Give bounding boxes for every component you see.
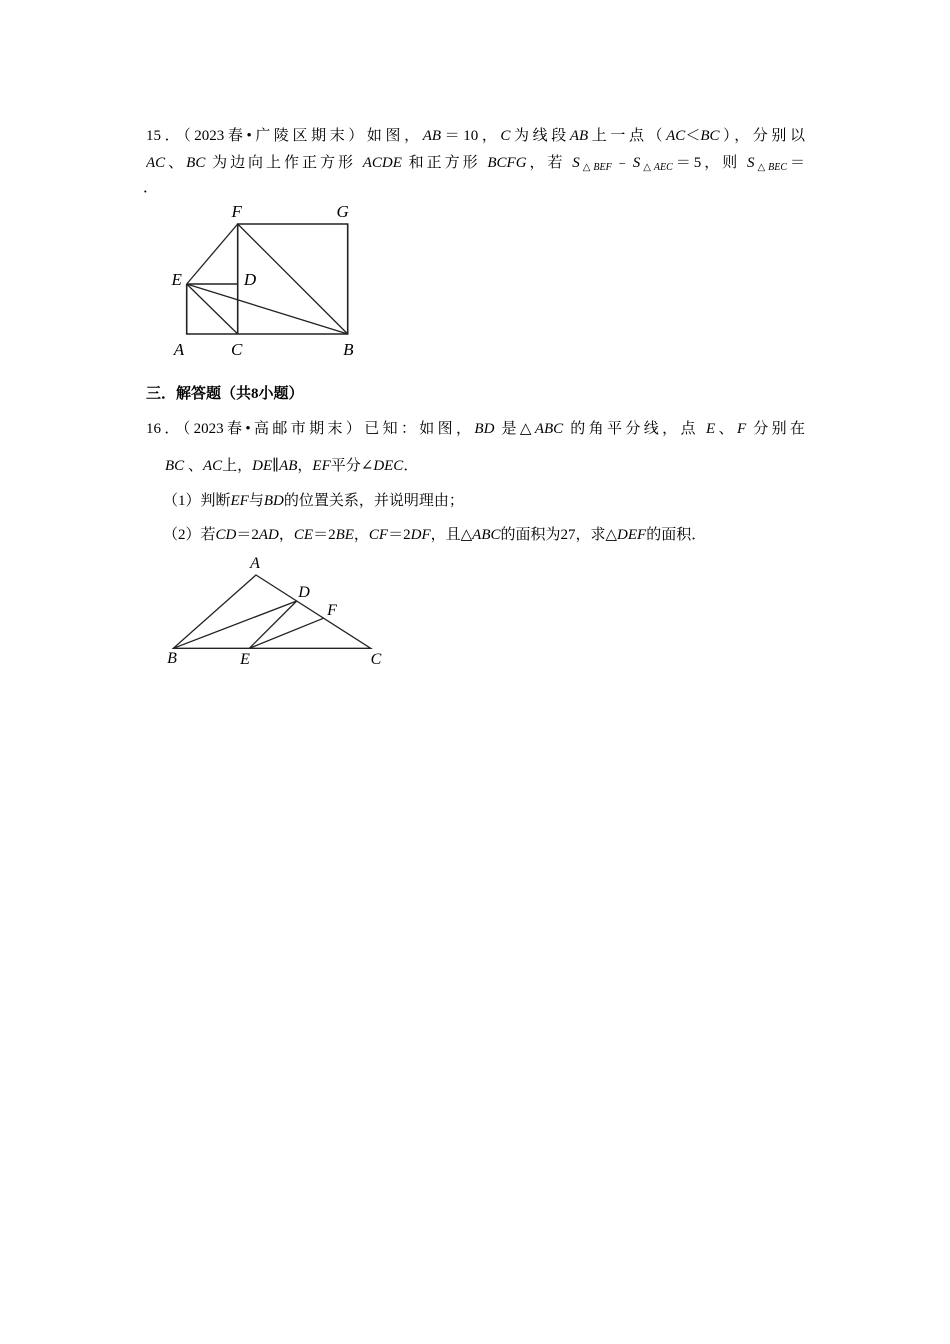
- q16-math: E: [706, 421, 716, 437]
- q16-math: EF: [230, 493, 249, 509]
- q15-math: AB: [569, 128, 589, 144]
- q15-math: BCFG: [487, 155, 527, 171]
- q15-math: S: [746, 155, 755, 171]
- q15-label-d: D: [243, 270, 257, 289]
- q15-label-c: C: [231, 340, 243, 359]
- q16-text: 是△: [501, 421, 535, 437]
- q15-text: ，若: [526, 155, 566, 171]
- q15-source: （2023春•广陵区期末）: [183, 128, 367, 144]
- q15-label-g: G: [336, 202, 349, 221]
- q15-math: AB: [422, 128, 442, 144]
- q15-text: ﹣: [611, 155, 633, 171]
- q15-math: C: [500, 128, 511, 144]
- q16-text: 的位置关系，并说明理由；: [283, 493, 464, 509]
- q16-math: EF: [312, 458, 331, 474]
- q16-text: 、: [715, 421, 737, 437]
- q16-text: ，: [278, 527, 294, 543]
- q16-text: 平分∠: [330, 458, 374, 474]
- q16-text: ，: [353, 527, 369, 543]
- q16-text: ＝2: [236, 527, 259, 543]
- q16-text: 与: [248, 493, 264, 509]
- q15-math: BC: [186, 155, 206, 171]
- q15-math: AC: [146, 155, 166, 171]
- q15-math: S: [632, 155, 641, 171]
- q15-text: 和正方形: [408, 155, 481, 171]
- q15-label-b: B: [343, 340, 354, 359]
- q16-math: AD: [258, 527, 279, 543]
- q16-math: DF: [410, 527, 431, 543]
- q16-text: ，且△: [430, 527, 473, 543]
- q15-subscript: △AEC: [640, 162, 673, 173]
- q16-label-a: A: [250, 555, 260, 572]
- q16-label-f: F: [327, 602, 337, 619]
- q16-math: CE: [293, 527, 314, 543]
- q15-math: AC: [666, 128, 686, 144]
- q16-math: DE: [252, 458, 273, 474]
- q16-math: DEC: [373, 458, 404, 474]
- q15-label-f: F: [231, 202, 242, 221]
- q15-subscript: △BEF: [579, 162, 612, 173]
- q16-math: CF: [368, 527, 389, 543]
- q16-math: ABC: [472, 527, 501, 543]
- q16-math: BE: [335, 527, 354, 543]
- q16-math: CD: [215, 527, 237, 543]
- q16-math: BD: [263, 493, 284, 509]
- q15-text: ＝5，则: [672, 155, 741, 171]
- q16-label-d: D: [298, 584, 310, 601]
- q16-source: （2023春•高邮市期末）: [182, 421, 365, 437]
- q15-text: 上一点（: [588, 128, 667, 144]
- section-heading: 三．解答题（共8小题）: [146, 386, 304, 402]
- q16-text: ＝2: [388, 527, 411, 543]
- q16-text: （1）判断: [163, 493, 231, 509]
- q15-label-e: E: [171, 270, 182, 289]
- q15-text: 如图，: [366, 128, 423, 144]
- q16-math: DEF: [617, 527, 647, 543]
- q16-math: BD: [474, 421, 495, 437]
- q15-subscript: △BEC: [754, 162, 788, 173]
- q15-text: 为线段: [510, 128, 570, 144]
- q15-math: BC: [700, 128, 720, 144]
- q16-math: F: [736, 421, 747, 437]
- q15-text: ＜: [685, 128, 701, 144]
- q16-math: ABC: [534, 421, 564, 437]
- q16-text: ＝2: [313, 527, 336, 543]
- q16-label-e: E: [240, 651, 250, 668]
- q15-math: S: [572, 155, 580, 171]
- q16-text: 已知：如图，: [364, 421, 475, 437]
- q16-text: 的角平分线，点: [570, 421, 699, 437]
- q16-math: AC: [202, 458, 223, 474]
- q16-text: ，: [297, 458, 313, 474]
- q15-math: ACDE: [362, 155, 402, 171]
- q15-text: 为边向上作正方形: [212, 155, 356, 171]
- q15-text: 、: [165, 155, 187, 171]
- q15-text: ），分别以: [719, 128, 805, 144]
- q16-text: （2）若: [163, 527, 216, 543]
- q16-text: 的面积．: [646, 527, 707, 543]
- q15-text: ＝10，: [441, 128, 501, 144]
- q16-math: BC: [165, 458, 185, 474]
- q16-text: 、: [184, 458, 203, 474]
- q15-label-a: A: [173, 340, 185, 359]
- q16-math: AB: [279, 458, 298, 474]
- q15-number: 15．: [146, 128, 184, 144]
- q16-label-c: C: [370, 651, 382, 668]
- q16-number: 16．: [146, 421, 183, 437]
- q16-text: 的面积为27，求△: [500, 527, 618, 543]
- q15-line-3: ．: [143, 180, 159, 196]
- q16-text: ．: [403, 458, 419, 474]
- q16-text: 上，: [222, 458, 253, 474]
- q15-text: ＝: [787, 155, 805, 171]
- q16-label-b: B: [167, 650, 177, 667]
- q16-text: 分别在: [753, 421, 805, 437]
- q16-text: ∥: [272, 458, 280, 474]
